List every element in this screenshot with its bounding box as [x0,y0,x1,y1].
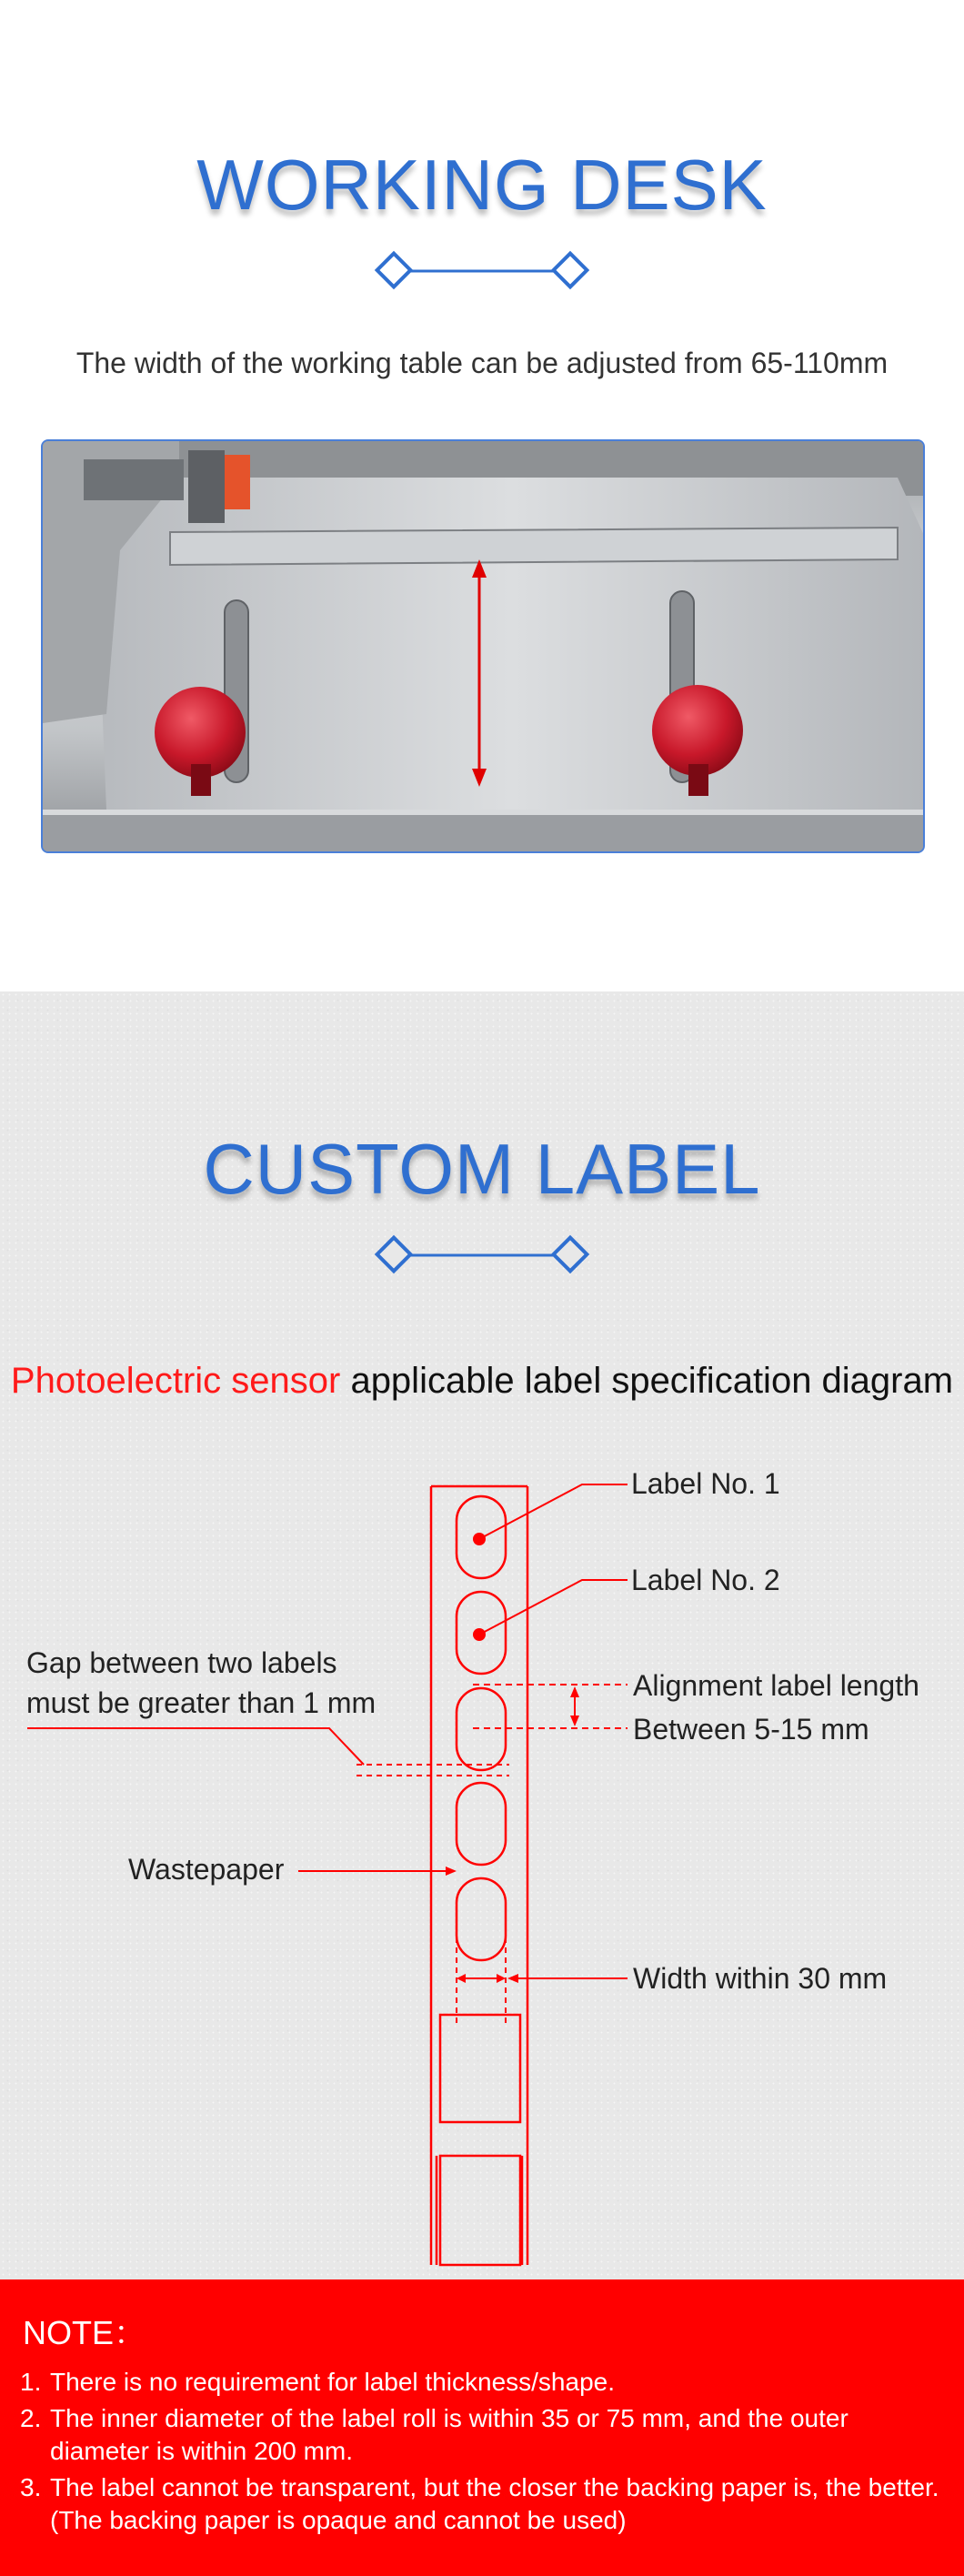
custom-label-title: CUSTOM LABEL [203,1129,761,1209]
working-table-photo [41,439,925,853]
label-no-2-text: Label No. 2 [631,1564,780,1596]
gap-description [26,1643,376,1723]
note-item-number: 2. [20,2404,42,2432]
note-item-text: The inner diameter of the label roll is within 35 or 75 mm, and the outer diameter is within 200 mm. [50,2404,849,2465]
title-ornament-2 [0,1233,964,1277]
note-item-text: The label cannot be transparent, but the closer the backing paper is, the better. (The backing paper is opaque and cannot be used) [50,2473,939,2534]
note-item-number: 1. [20,2368,42,2396]
working-desk-title: WORKING DESK [196,145,768,225]
note-item-number: 3. [20,2473,42,2501]
note-item [20,2366,948,2399]
spec-title [0,1361,964,1402]
width-text: Width within 30 mm [633,1962,888,1995]
label-capsule [457,1878,506,1960]
note-list [20,2366,948,2541]
title-ornament [0,249,964,293]
spec-title-rest: applicable label specification diagram [340,1361,954,1401]
wastepaper-text: Wastepaper [128,1853,285,1886]
note-item [20,2471,948,2537]
label-square [440,2015,520,2122]
working-desk-description: The width of the working table can be adjusted from 65-110mm [75,347,889,379]
alignment-range-text: Between 5-15 mm [633,1713,869,1746]
label-square [440,2156,520,2265]
label-no-1-text: Label No. 1 [631,1467,780,1500]
leader-label-1 [479,1484,628,1539]
working-table-illustration [43,441,925,853]
label-capsule [457,1783,506,1865]
spec-title-highlight: Photoelectric sensor [10,1361,341,1401]
diamond-divider-icon [373,1233,591,1277]
note-title: NOTE： [23,2314,147,2351]
note-panel [0,2279,964,2576]
working-desk-section [0,0,964,991]
note-item-text: There is no requirement for label thickness/shape. [50,2368,615,2396]
gap-line-2: must be greater than 1 mm [26,1686,377,1719]
gap-line-1: Gap between two labels [26,1646,337,1679]
alignment-length-text: Alignment label length [633,1669,919,1702]
diamond-divider-icon [373,249,591,293]
note-item [20,2402,948,2468]
leader-label-2 [479,1580,628,1635]
